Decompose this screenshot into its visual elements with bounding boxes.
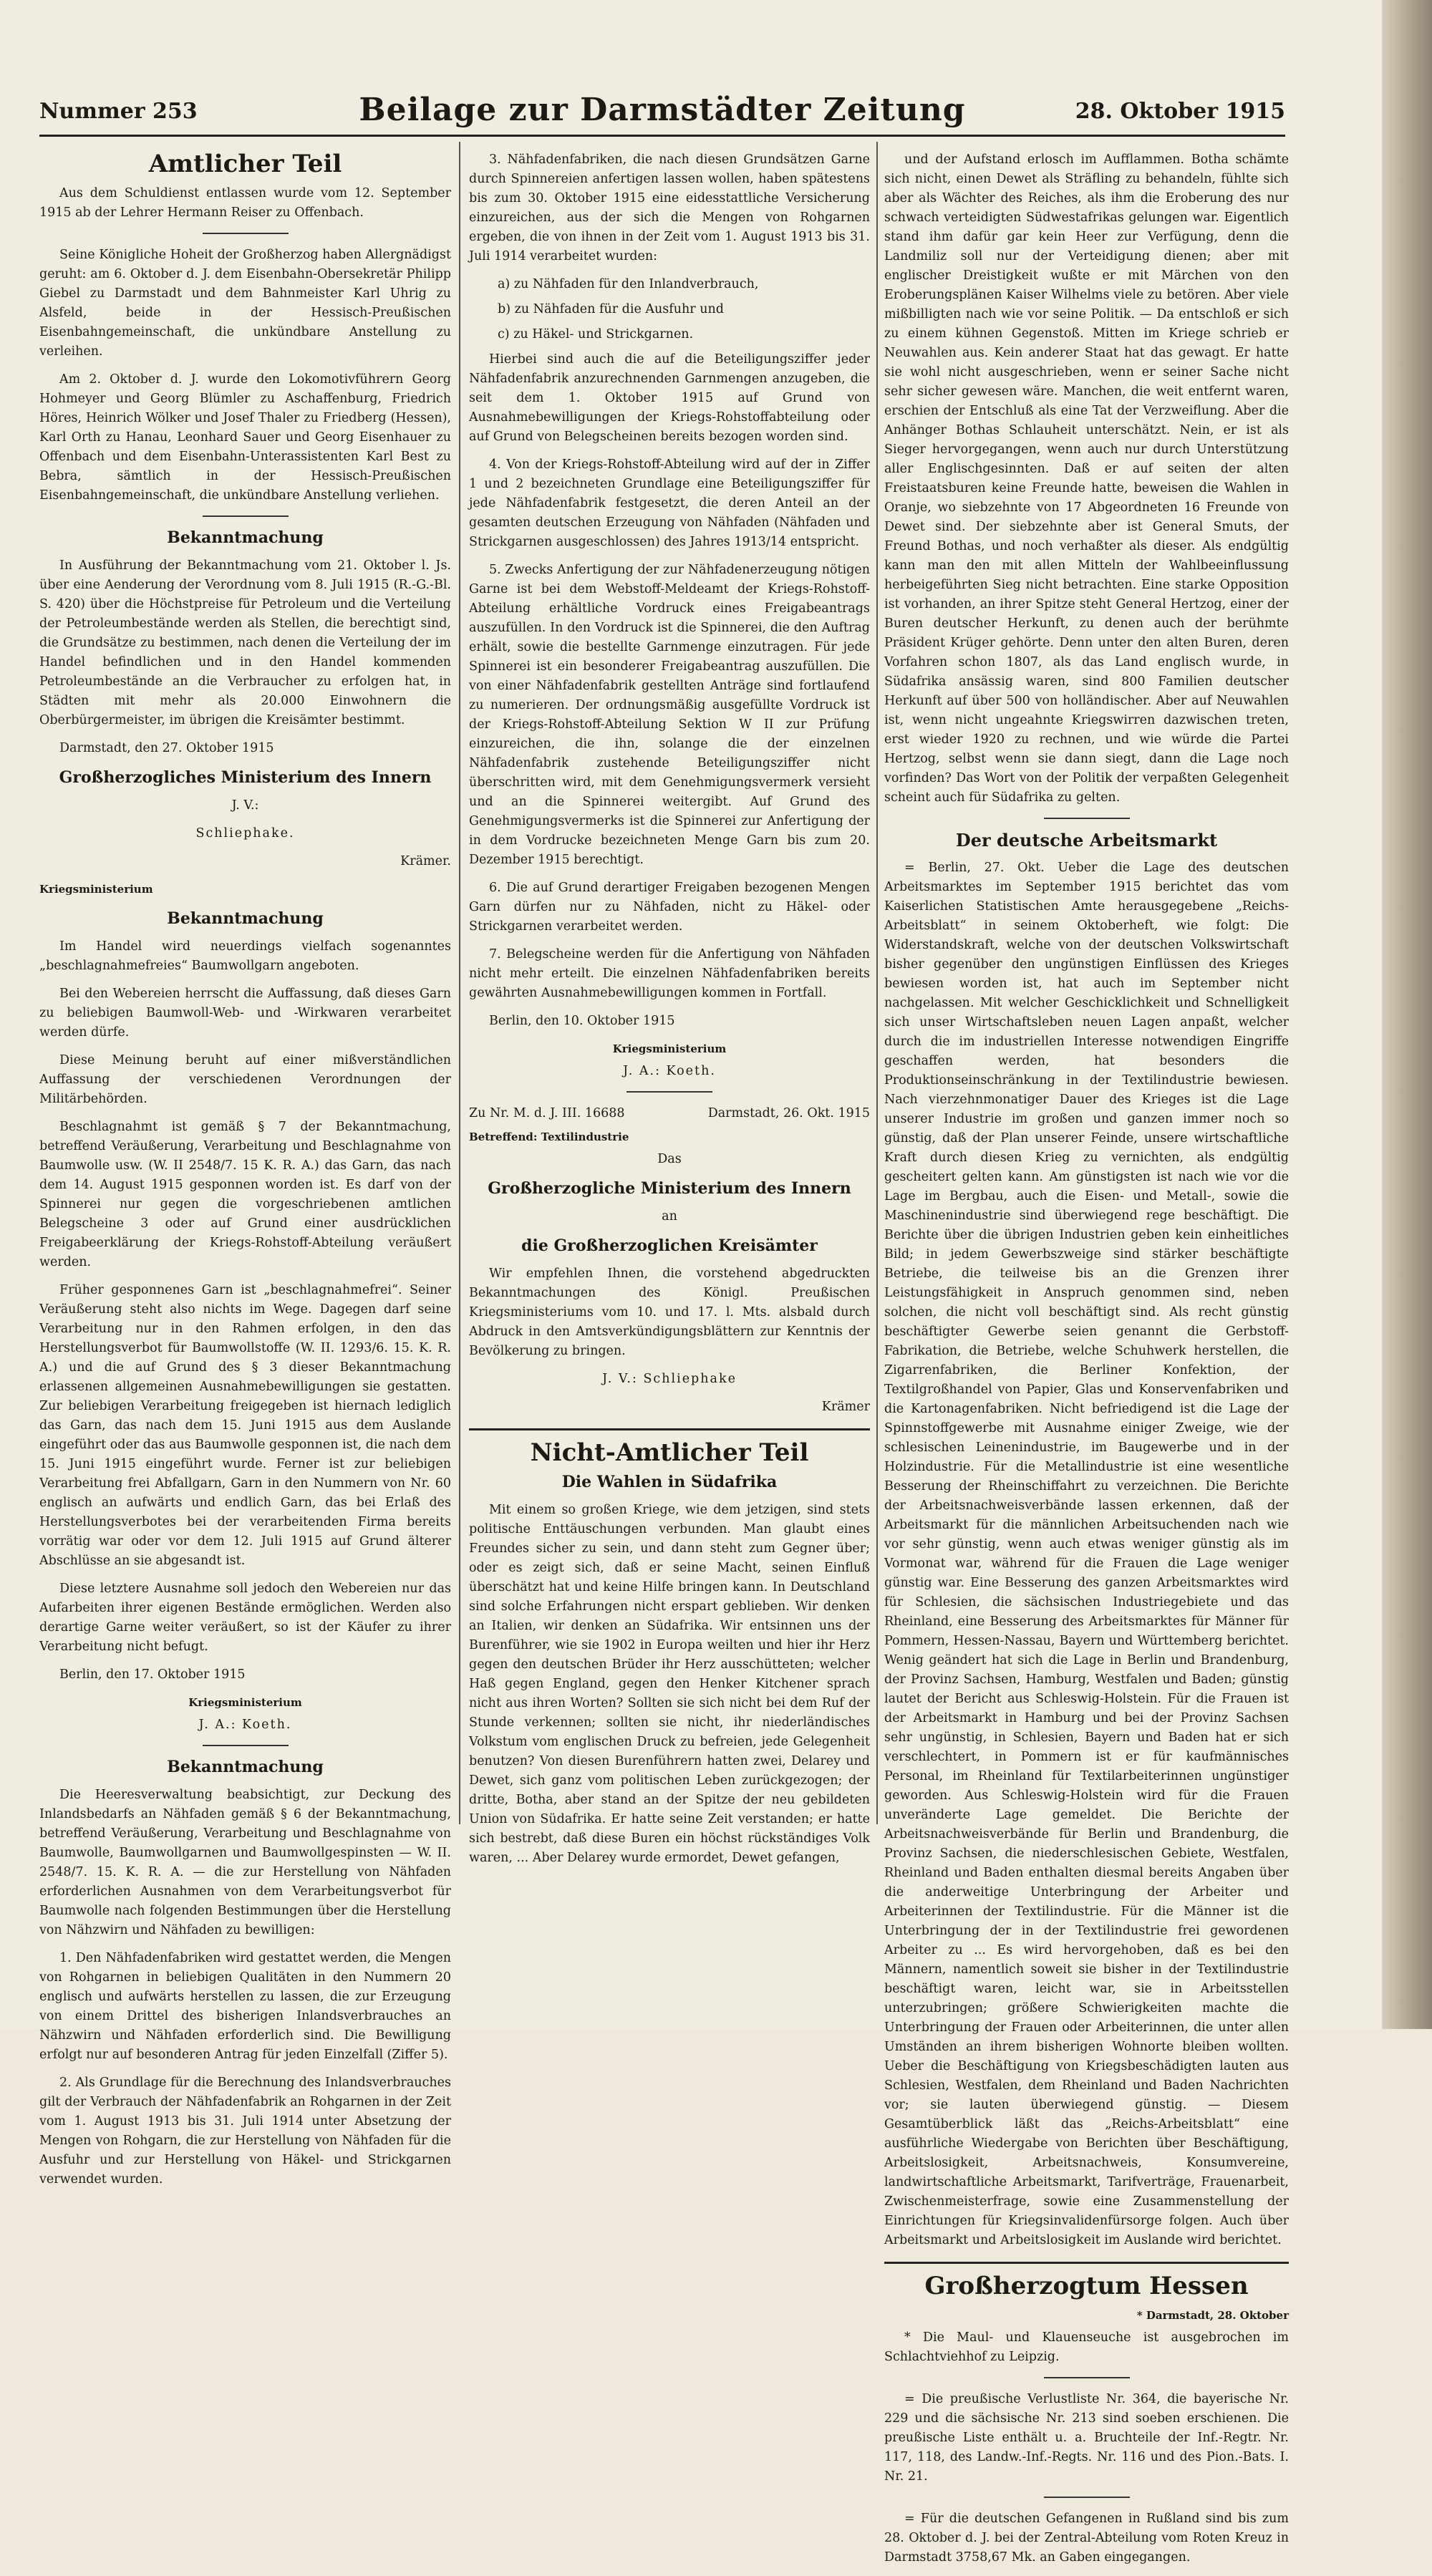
article-paragraph: = Berlin, 27. Okt. Ueber die Lage des deutschen Arbeitsmarktes im September 1915 berichtet das vom Kaiserlichen Statistischen Amte herausgegebene „Reichs-Arbeitsblatt“ in seinem Oktoberheft, wie folgt: Die Widerstandskraft, welche von der deutschen Volkswirtschaft bisher gegenüber den ungünstigen Einflüssen des Krieges bewiesen worden ist, hat auch im September nicht nachgelassen. Mit welcher Geschicklichkeit und Schnelligkeit sich unser Wirtschaftsleben neuen Lagen anpaßt, welcher durch die im industriellen Interesse notwendigen Eingriffe geschaffen werden, hat besonders die Produktionseinschränkung in der Textilindustrie bewiesen. Nach vierzehnmonatiger Dauer des Krieges ist die Lage unserer Industrie im großen und ganzen immer noch so günstig, daß der Plan unserer Feinde, unsere wirtschaftliche Kraft durch diesen Krieg zu vernichten, als endgültig gescheitert gelten kann. Am günstigsten ist nach wie vor die Lage im Bergbau, auch die Eisen- und Metall-, sowie die Maschinenindustrie sind überwiegend rege beschäftigt. Die Berichte über die übrigen Industrien geben kein einheitliches Bild; in jedem Gewerbszweige sind stärker beschäftigte Betriebe, die teilweise bis an die Grenzen ihrer Leistungsfähigkeit in Anspruch genommen sind, neben solchen, die nicht voll beschäftigt sind. Als recht günstig beschäftigter Gewerbe seien genannt die Gerbstoff-Fabrikation, die Betriebe, welche Schuhwerk herstellen, die Zigarrenfabriken, die Berliner Konfektion, der Textilgroßhandel von Papier, Glas und Konservenfabriken und die Kartonagenfabriken. Nicht befriedigend ist die Lage der Spinnstoffgewerbe mit Ausnahme einiger Zweige, wie der schlesischen Leinenindustrie, im Baugewerbe und in der Holzindustrie. Für die Metallindustrie ist eine wesentliche Besserung der Rheinschiffahrt zu verzeichnen. Die Berichte der Arbeitsnachweisverbände lassen erkennen, daß der Arbeitsmarkt für die männlichen Arbeitsuchenden nach wie vor sehr günstig, wenn auch etwas weniger günstig als im Vormonat war, während für die Frauen die Lage weniger günstig war. Eine Besserung des ganzen Arbeitsmarktes wird für Schlesien, die sächsischen Industriegebiete und das Rheinland, eine Besserung des Arbeitsmarktes für Männer für Pommern, Hessen-Nassau, Bayern und Württemberg berichtet. Wenig geändert hat sich die Lage in Berlin und Brandenburg, der Provinz Sachsen, Hamburg, Westfalen und Baden; günstig lautet der Bericht aus Schleswig-Holstein. Für die Frauen ist der Arbeitsmarkt in Hamburg und bei der Provinz Sachsen sehr ungünstig, in Schlesien, Bayern und Baden hat er sich verschlechtert, in Pommern ist er für kaufmännisches Personal, im Rheinland für Textilarbeiterinnen ungünstiger geworden. Aus Schleswig-Holstein wird für die Frauen unveränderte Lage gemeldet. Die Berichte der Arbeitsnachweisverbände für Berlin und Brandenburg, die Provinz Sachsen, die niederschlesischen Gebiete, Westfalen, Rheinland und Baden enthalten diesmal bereits Angaben über die anderweitige Unterbringung der Arbeiter und Arbeiterinnen der Textilindustrie. Für die Männer ist die Unterbringung der in der Textilindustrie frei gewordenen Arbeiter zu ... Es wird hervorgehoben, daß es bei den Männern, namentlich soweit sie bisher in der Textilindustrie beschäftigt waren, leicht war, sie in Arbeitsstellen unterzubringen; größere Schwierigkeiten machte die Unterbringung der Frauen oder Arbeiterinnen, die unter allen Umständen an ihrem bisherigen Wohnorte bleiben wollten. Ueber die Beschäftigung von Kriegsbeschädigten lauten aus Schlesien, Westfalen, dem Rheinland und Baden Nachrichten vor; sie lauten überwiegend günstig. — Diesem Gesamtüberblick läßt das „Reichs-Arbeitsblatt“ eine ausführliche Wiedergabe von Berichten über Beschäftigung, Arbeitslosigkeit, Arbeitsnachweis, Konsumvereine, landwirtschaftliche Arbeitsmarkt, Tarifverträge, Frauenarbeit, Zwischenmeisterfrage, sowie eine Zusammenstellung der Einrichtungen für Kriegsinvalidenfürsorge folgen. Auch über Arbeitsmarkt und Arbeitslosigkeit im Auslande wird berichtet.	[884, 861, 1289, 2247]
article-paragraph: Diese Meinung beruht auf einer mißverständlichen Auffassung der verschiedenen Verordnungen der Militärbehörden.	[39, 1053, 451, 1106]
masthead-rule	[39, 135, 1285, 137]
address-from-prefix: Das	[657, 1152, 682, 1166]
signature-line: J. V.: Schliephake	[602, 1372, 737, 1386]
article-headline: Der deutsche Arbeitsmarkt	[955, 830, 1218, 851]
news-item: = Die preußische Verlustliste Nr. 364, die bayerische Nr. 229 und die sächsische Nr. 213 sind soeben erschienen. Die preußische Liste enthält u. a. Bruchteile der Inf.-Regtr. Nr. 117, 118, des Landw.-Inf.-Regts. Nr. 116 und des Pion.-Bats. I. Nr. 21.	[884, 2392, 1289, 2484]
article-paragraph: Mit einem so großen Kriege, wie dem jetzigen, sind stets politische Enttäuschungen verbunden. Man glaubt eines Freundes sicher zu sein, und dann steht zum Gegner über; oder es zeigt sich, daß er seine Macht, seinen Einfluß überschätzt hat und keine Hilfe bringen kann. In Deutschland sind solche Erfahrungen nicht erspart geblieben. Wir denken an Italien, wir denken an Südafrika. Wir entsinnen uns der Burenführer, wie sie 1902 in Europa weilten und hier ihr Herz gegen den deutschen Brüder ihr Herz ausschütteten; welcher Haß gegen England, gegen den Henker Kitchener sprach nicht aus ihren Worten? Sollten sie sich nicht bei dem Ruf der Stunde verkennen; sollten sie nicht, ihr niederländisches Volkstum vom englischen Druck zu befreien, jede Gelegenheit benutzen? Von diesen Burenführern hatten zwei, Delarey und Dewet, sich ganz vom politischen Leben zurückgezogen; der dritte, Botha, aber stand an der Spitze der neu gebildeten Union von Südafrika. Er hatte seine Zeit verstanden; er hatte sich bestrebt, daß diese Buren ein höchst rückständiges Volk waren, ... Aber Delarey wurde ermordet, Dewet gefangen,	[469, 1503, 870, 1865]
article-paragraph: 2. Als Grundlage für die Berechnung des Inlandsverbrauches gilt der Verbrauch der Nähfadenfabrik an Rohgarnen in der Zeit vom 1. August 1913 bis 31. Juli 1914 unter Absetzung der Mengen von Rohgarn, die zur Herstellung von Nähfaden für die Ausfuhr und zur Herstellung von Häkel- und Strickgarnen verwendet wurden.	[39, 2076, 451, 2187]
article-paragraph: Im Handel wird neuerdings vielfach sogenanntes „beschlagnahmefreies“ Baumwollgarn angeboten.	[39, 939, 451, 973]
article-paragraph: 4. Von der Kriegs-Rohstoff-Abteilung wird auf der in Ziffer 1 und 2 bezeichneten Grundlage eine Beteiligungsziffer für jede Nähfadenfabrik festgesetzt, die deren Anteil an der gesamten deutschen Erzeugung von Nähfaden (Nähfaden und Strickgarnen ausgeschlossen) des Jahres 1913/14 entspricht.	[469, 457, 870, 549]
department-label: Kriegsministerium	[39, 883, 153, 896]
article-paragraph: Beschlagnahmt ist gemäß § 7 der Bekanntmachung, betreffend Veräußerung, Verarbeitung und Beschlagnahme von Baumwolle usw. (W. II 2548/7. 15 K. R. A.) das Garn, das nach dem 14. August 1915 gesponnen worden ist. Es darf von der Spinnerei nur gegen die vorgeschriebenen amtlichen Belegscheine 3 oder auf Grund einer ausdrücklichen Freigabeerklärung der Kriegs-Rohstoff-Abteilung veräußert werden.	[39, 1120, 451, 1269]
separator	[1044, 2497, 1130, 2498]
separator	[1044, 818, 1130, 819]
section-rule	[469, 1428, 870, 1430]
signature-line: J. V.:	[231, 798, 259, 813]
column-3	[884, 150, 1289, 2576]
article-paragraph: Wir empfehlen Ihnen, die vorstehend abgedruckten Bekanntmachungen des Königl. Preußischen Kriegsministeriums vom 10. und 17. l. Mts. alsbald durch Abdruck in den Amtsverkündigungsblättern zur Kenntnis der Bevölkerung zu bringen.	[469, 1267, 870, 1358]
article-paragraph: 3. Nähfadenfabriken, die nach diesen Grundsätzen Garne durch Spinnereien anfertigen lassen wollen, haben spätestens bis zum 30. Oktober 1915 eine eidesstattliche Versicherung einzureichen, aus der sich die Mengen von Rohgarnen ergeben, die von ihnen in der Zeit vom 1. August 1913 bis 31. Juli 1914 verarbeitet wurden:	[469, 152, 870, 263]
article-headline: Die Wahlen in Südafrika	[561, 1473, 778, 1491]
article-paragraph: Aus dem Schuldienst entlassen wurde vom 12. September 1915 ab der Lehrer Hermann Reiser zu Offenbach.	[39, 186, 451, 220]
signature-name: Krämer	[821, 1400, 870, 1414]
column-1	[39, 150, 451, 2198]
list-item: a) zu Nähfaden für den Inlandverbrauch,	[498, 277, 759, 291]
dateline: * Darmstadt, 28. Oktober	[1136, 2309, 1289, 2322]
issue-number: Nummer 253	[39, 99, 198, 124]
section-rule	[884, 2262, 1289, 2264]
notice-heading: Bekanntmachung	[167, 528, 324, 547]
article-paragraph: 7. Belegscheine werden für die Anfertigung von Nähfaden nicht mehr erteilt. Die einzelnen Nähfadenfabriken bereits gewährten Ausnahmebewilligungen kommen in Fortfall.	[469, 947, 870, 1000]
news-item: = Für die deutschen Gefangenen in Rußland sind bis zum 28. Oktober d. J. bei der Zentral-Abteilung vom Roten Kreuz in Darmstadt 3758,67 Mk. an Gaben eingegangen.	[884, 2512, 1289, 2565]
ministry-name: Großherzogliche Ministerium des Innern	[488, 1179, 851, 1198]
item-list	[469, 275, 870, 344]
separator	[1044, 2377, 1130, 2378]
article-paragraph: Diese letztere Ausnahme soll jedoch den Webereien nur das Aufarbeiten ihrer eigenen Bestände ermöglichen. Werden also derartige Garne weiter veräußert, so ist der Käufer zu ihrer Verarbeitung nicht befugt.	[39, 1582, 451, 1654]
reference-number: Zu Nr. M. d. J. III. 16688	[469, 1106, 625, 1120]
column-divider	[459, 142, 460, 1824]
section-heading-hessen: Großherzogtum Hessen	[924, 2272, 1249, 2300]
signature-line: J. A.: Koeth.	[198, 1718, 292, 1732]
notice-date: Berlin, den 17. Oktober 1915	[59, 1667, 246, 1682]
article-paragraph: und der Aufstand erlosch im Aufflammen. Botha schämte sich nicht, einen Dewet als Sträfling zu behandeln, fühlte sich aber als Wächter des Reiches, als ihm die Eroberung des nur schwach verteidigten Südwestafrikas gelungen war. Eigentlich stand ihm dafür gar kein Heer zur Verfügung, denn die Landmiliz soll nur der Verteidigung dienen; aber mit englischer Dreistigkeit wußte er mit Märchen von den Eroberungsplänen Kaiser Wilhelms viele zu betören. Aber viele mißbilligten nach wie vor seine Politik. — Da entschloß er sich zu einem kühnen Gegenstoß. Mitten im Kriege schrieb er Neuwahlen aus. Kein anderer Staat hat das gewagt. Er hatte sie wohl nicht ausgeschrieben, wenn er seiner Sache nicht sehr sicher gewesen wäre. Manchen, die weit entfernt waren, erschien der Entschluß als eine Tat der Verzweiflung. Aber die Anhänger Bothas Schlauheit unterschätzt. Nein, er ist als Sieger hervorgegangen, wenn auch nur durch Unterstützung aller Englischgesinnten. Daß er auf seiten der alten Freistaatsburen keine Freunde hatte, beweisen die Wahlen in Oranje, wo siebzehnte von 17 Abgeordneten 16 Freunde von Dewet sind. Der siebzehnte aber ist General Smuts, der Freund Bothas, und noch verhaßter als dieser. Als endgültig kann man den mit allen Mitteln der Wahlbeeinflussung herbeigeführten Sieg nicht betrachten. Eine starke Opposition ist vorhanden, an ihrer Spitze steht General Hertzog, einer der Buren deutscher Herkunft, zu denen auch der berühmte Präsident Krüger gehörte. Denn unter den alten Buren, deren Vorfahren schon 1807, als das Land englisch wurde, in Südafrika ansässig waren, sind 800 Familien deutscher Herkunft auf über 500 von holländischer. Aber auf Neuwahlen ist, wenn nicht ungeahnte Kriegswirren dazwischen treten, erst wieder 1920 zu rechnen, und wie würde die Partei Hertzog, selbst wenn sie dann siegt, dann die Lage noch vorfinden? Das Wort von der Politik der verpaßten Gelegenheit scheint auch für Südafrika zu gelten.	[884, 152, 1289, 805]
ministry-name: Großherzogliches Ministerium des Innern	[59, 768, 432, 787]
article-paragraph: Bei den Webereien herrscht die Auffassung, daß dieses Garn zu beliebigen Baumwoll-Web- und -Wirkwaren verarbeitet werden dürfe.	[39, 987, 451, 1040]
notice-date: Berlin, den 10. Oktober 1915	[489, 1014, 675, 1028]
article-paragraph: Hierbei sind auch die auf die Beteiligungsziffer jeder Nähfadenfabrik anzurechnenden Garnmengen anzugeben, die seit dem 1. Oktober 1915 auf Grund von Ausnahmebewilligungen der Kriegs-Rohstoffabteilung oder auf Grund von Belegscheinen bereits bezogen worden sind.	[469, 352, 870, 444]
issue-date: 28. Oktober 1915	[1075, 99, 1285, 124]
department-label: Kriegsministerium	[612, 1042, 727, 1055]
list-item: b) zu Nähfaden für die Ausfuhr und	[498, 302, 724, 316]
news-item: * Die Maul- und Klauenseuche ist ausgebrochen im Schlachtviehhof zu Leipzig.	[884, 2330, 1289, 2364]
article-paragraph: In Ausführung der Bekanntmachung vom 21. Oktober l. Js. über eine Aenderung der Verordnung vom 8. Juli 1915 (R.-G.-Bl. S. 420) über die Höchstpreise für Petroleum und die Verteilung der Petroleumbestände werden als Stellen, die berechtigt sind, die Grundsätze zu bestimmen, nach denen die Verteilung der im Handel befindlichen und in den Handel kommenden Petroleumbestände an die Verbraucher zu erfolgen hat, in Städten mit mehr als 20.000 Einwohnern die Oberbürgermeister, im übrigen die Kreisämter bestimmt.	[39, 558, 451, 727]
section-heading-official: Amtlicher Teil	[148, 150, 342, 178]
separator	[203, 1745, 289, 1746]
bound-page-edge	[1382, 0, 1432, 2029]
masthead	[39, 92, 1285, 135]
signature-name: Krämer.	[400, 854, 451, 868]
newspaper-title: Beilage zur Darmstädter Zeitung	[359, 92, 966, 128]
address-to-prefix: an	[662, 1209, 677, 1224]
article-paragraph: 1. Den Nähfadenfabriken wird gestattet werden, die Mengen von Rohgarnen in beliebigen Qualitäten in den Nummern 20 englisch und aufwärts herstellen zu lassen, die zur Erzeugung von einem Drittel des bisherigen Inlandsverbrauches an Nähzwirn und Nähfaden erforderlich sind. Die Bewilligung erfolgt nur auf besonderen Antrag für jeden Einzelfall (Ziffer 5).	[39, 1951, 451, 2062]
article-paragraph: Früher gesponnenes Garn ist „beschlagnahmefrei“. Seiner Veräußerung steht also nichts im Wege. Dagegen darf seine Verarbeitung nur in den Rahmen erfolgen, in den das Herstellungsverbot für Baumwollstoffe (W. II. 1293/6. 15. K. R. A.) und die auf Grund des § 3 dieser Bekanntmachung erlassenen allgemeinen Ausnahmebewilligungen sie gestatten. Zur beliebigen Verarbeitung freigegeben ist hiernach lediglich das Garn, das nach dem 15. Juni 1915 aus dem Auslande eingeführt oder das aus Baumwolle gesponnen ist, die nach dem 15. Juni 1915 eingeführt wurde. Ferner ist zur beliebigen Verarbeitung frei Abfallgarn, Garn in den Nummern von Nr. 60 englisch an aufwärts und endlich Garn, das bei Erlaß des Herstellungsverbotes bei der verarbeitenden Firma bereits vorrätig war oder vor dem 12. Juli 1915 auf Grund älterer Abschlüsse an sie abgesandt ist.	[39, 1283, 451, 1568]
reference-date: Darmstadt, 26. Okt. 1915	[707, 1106, 870, 1120]
reference-line	[469, 1104, 870, 1123]
signature-name: Schliephake.	[195, 826, 295, 841]
article-paragraph: Am 2. Oktober d. J. wurde den Lokomotivführern Georg Hohmeyer und Georg Blümler zu Aschaffenburg, Friedrich Höres, Heinrich Wölker und Josef Thaler zu Friedberg (Hessen), Karl Orth zu Hanau, Leonhard Sauer und Georg Eisenhauer zu Offenbach und dem Eisenbahn-Unterassistenten Karl Best zu Bebra, sämtlich in der Hessisch-Preußischen Eisenbahngemeinschaft, die unkündbare Anstellung verliehen.	[39, 372, 451, 503]
department-label: Kriegsministerium	[188, 1696, 302, 1709]
notice-heading: Bekanntmachung	[167, 909, 324, 928]
separator	[203, 515, 289, 517]
section-heading-unofficial: Nicht-Amtlicher Teil	[530, 1438, 809, 1467]
subject-line: Betreffend: Textilindustrie	[469, 1130, 629, 1143]
article-paragraph: Die Heeresverwaltung beabsichtigt, zur Deckung des Inlandsbedarfs an Nähfaden gemäß § 6 der Bekanntmachung, betreffend Veräußerung, Verarbeitung und Beschlagnahme von Baumwolle, Baumwollgarnen und Baumwollgespinsten — W. II. 2548/7. 15. K. R. A. — die zur Herstellung von Nähfaden erforderlichen Ausnahmen von dem Verarbeitungsverbot für Baumwolle nach folgenden Bestimmungen über die Herstellung von Nähzwirn und Nähfaden zu bewilligen:	[39, 1788, 451, 1937]
notice-date: Darmstadt, den 27. Oktober 1915	[59, 741, 274, 755]
recipients: die Großherzoglichen Kreisämter	[521, 1236, 818, 1255]
list-item: c) zu Häkel- und Strickgarnen.	[498, 327, 694, 342]
signature-line: J. A.: Koeth.	[623, 1064, 716, 1078]
article-paragraph: 5. Zwecks Anfertigung der zur Nähfadenerzeugung nötigen Garne ist bei dem Webstoff-Meldeamt der Kriegs-Rohstoff-Abteilung erhältliche Vordruck eines Freigabeantrags auszufüllen. In den Vordruck ist die Spinnerei, die den Auftrag erhält, sowie die bestellte Garnmenge einzutragen. Für jede Spinnerei ist ein besonderer Freigabeantrag auszufüllen. Die von einer Nähfadenfabrik gestellten Anträge sind fortlaufend zu numerieren. Der ordnungsmäßig ausgefüllte Vordruck ist der Kriegs-Rohstoff-Abteilung Sektion W II zur Prüfung einzureichen, die ihn, solange die der einzelnen Nähfadenfabrik zustehende Beteiligungsziffer nicht überschritten wird, mit dem Genehmigungsvermerk versieht und an die Spinnerei weitergibt. Auf Grund des Genehmigungsvermerks ist die Spinnerei zur Anfertigung der in dem Vordrucke bezeichneten Menge Garn bis zum 20. Dezember 1915 berechtigt.	[469, 563, 870, 867]
article-paragraph: 6. Die auf Grund derartiger Freigaben bezogenen Mengen Garn dürfen nur zu Nähfaden, nicht zu Häkel- oder Strickgarnen verarbeitet werden.	[469, 881, 870, 934]
separator	[203, 233, 289, 234]
column-2	[469, 150, 870, 1877]
notice-heading: Bekanntmachung	[167, 1758, 324, 1776]
article-paragraph: Seine Königliche Hoheit der Großherzog haben Allergnädigst geruht: am 6. Oktober d. J. dem Eisenbahn-Obersekretär Philipp Giebel zu Darmstadt und dem Bahnmeister Karl Uhrig zu Alsfeld, beide in der Hessisch-Preußischen Eisenbahngemeinschaft, die unkündbare Anstellung zu verleihen.	[39, 248, 451, 359]
column-divider	[876, 142, 878, 1824]
separator	[626, 1091, 712, 1093]
